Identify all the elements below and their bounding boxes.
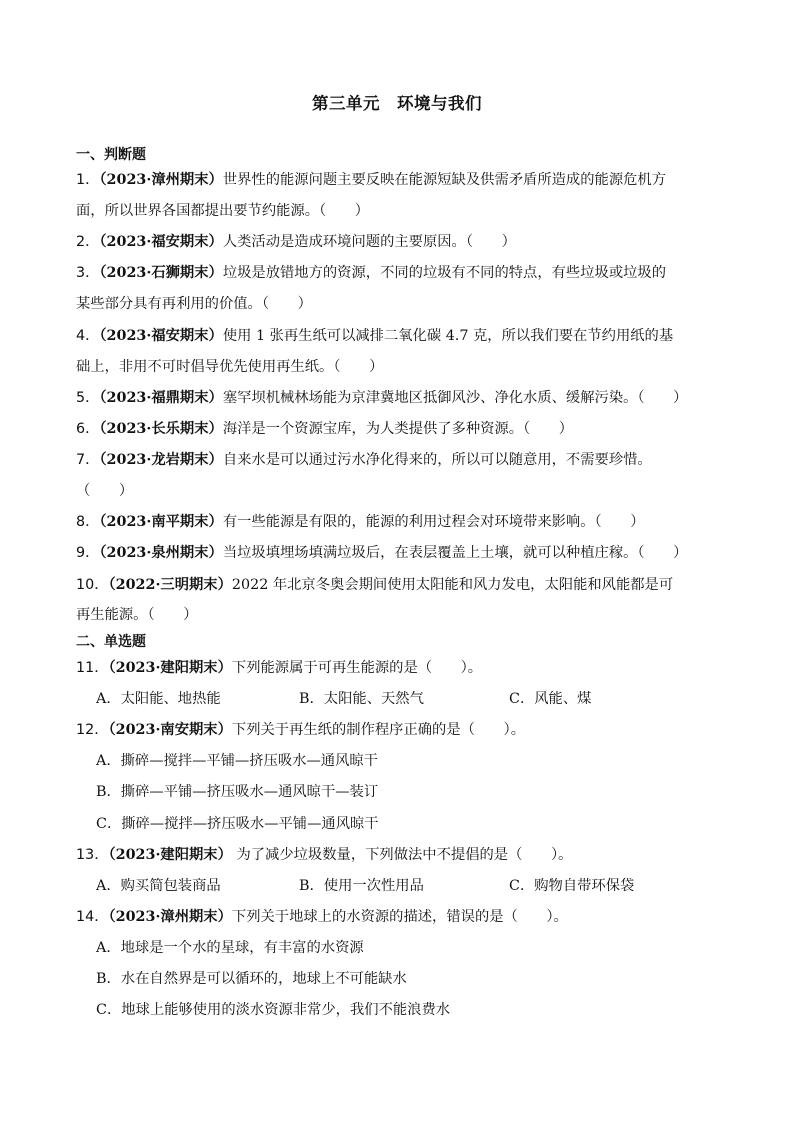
- option-a: A．太阳能、地热能: [96, 691, 221, 707]
- question-source: （2023·福鼎期末）: [99, 390, 223, 406]
- question-1: [76, 170, 666, 190]
- question-text: 下列关于地球上的水资源的描述，错误的是（ ）。: [231, 909, 568, 925]
- option-c: C．风能、煤: [509, 691, 592, 707]
- question-number: 7．: [76, 452, 100, 468]
- question-number: 4．: [76, 328, 100, 344]
- question-1-continued: 面，所以世界各国都提出要节约能源。（ ）: [76, 203, 370, 219]
- question-13: [76, 845, 572, 865]
- question-source: （2023·建阳期末）: [108, 660, 232, 676]
- question-text: 有一些能源是有限的，能源的利用过程会对环境带来影响。（ ）: [222, 514, 645, 530]
- question-source: （2023·南安期末）: [108, 722, 232, 738]
- question-7-continued: （ ）: [76, 483, 134, 499]
- question-source: （2023·长乐期末）: [99, 421, 223, 437]
- question-text: 2022 年北京冬奥会期间使用太阳能和风力发电，太阳能和风能都是可: [231, 577, 674, 593]
- question-number: 13．: [76, 847, 109, 863]
- question-source: （2023·福安期末）: [99, 328, 223, 344]
- question-number: 5．: [76, 390, 100, 406]
- question-text: 塞罕坝机械林场能为京津冀地区抵御风沙、净化水质、缓解污染。（ ）: [222, 390, 688, 406]
- question-source: （2023·龙岩期末）: [99, 452, 223, 468]
- question-3: [76, 263, 666, 283]
- question-4-continued: 础上，非用不可时倡导优先使用再生纸。（ ）: [76, 359, 384, 375]
- question-source: （2023·石狮期末）: [99, 265, 223, 281]
- question-text: 自来水是可以通过污水净化得来的，所以可以随意用，不需要珍惜。: [222, 452, 652, 468]
- question-text: 人类活动是造成环境问题的主要原因。（ ）: [222, 234, 516, 250]
- option-a: A．地球是一个水的星球，有丰富的水资源: [96, 940, 364, 956]
- question-source: （2023·福安期末）: [99, 234, 223, 250]
- question-source: （2022·三明期末）: [108, 577, 232, 593]
- option-c: C．撕碎—搅拌—挤压吸水—平铺—通风晾干: [96, 816, 379, 832]
- question-number: 1．: [76, 172, 100, 188]
- question-text: 当垃圾填埋场填满垃圾后，在表层覆盖上土壤，就可以种植庄稼。（ ）: [222, 545, 688, 561]
- question-11: [76, 658, 482, 678]
- question-number: 6．: [76, 421, 100, 437]
- question-text: 使用 1 张再生纸可以减排二氧化碳 4.7 克，所以我们要在节约用纸的基: [222, 328, 674, 344]
- question-text: 世界性的能源问题主要反映在能源短缺及供需矛盾所造成的能源危机方: [222, 172, 667, 188]
- question-10-continued: 再生能源。（ ）: [76, 607, 198, 623]
- question-13-options: [96, 876, 634, 896]
- question-text: 为了减少垃圾数量，下列做法中不提倡的是（ ）。: [231, 847, 573, 863]
- question-8: [76, 512, 645, 532]
- question-text: 海洋是一个资源宝库，为人类提供了多种资源。（ ）: [222, 421, 574, 437]
- page-title: 第三单元 环境与我们: [312, 94, 482, 113]
- question-text: 垃圾是放错地方的资源，不同的垃圾有不同的特点，有些垃圾或垃圾的: [222, 265, 667, 281]
- question-6: [76, 419, 573, 439]
- option-b: B．使用一次性用品: [299, 878, 424, 894]
- section-heading-judgement: 一、判断题: [76, 147, 146, 163]
- question-2: [76, 232, 516, 252]
- question-text: 下列关于再生纸的制作程序正确的是（ ）。: [231, 722, 525, 738]
- question-12: [76, 720, 525, 740]
- question-10: [76, 575, 673, 595]
- question-7: [76, 450, 652, 470]
- question-source: （2023·南平期末）: [99, 514, 223, 530]
- option-b: B．撕碎—平铺—挤压吸水—通风晾干—装订: [96, 784, 379, 800]
- option-c: C．购物自带环保袋: [509, 878, 635, 894]
- question-source: （2023·建阳期末）: [108, 847, 232, 863]
- question-number: 11．: [76, 660, 109, 676]
- question-number: 14．: [76, 909, 109, 925]
- question-text: 下列能源属于可再生能源的是（ ）。: [231, 660, 483, 676]
- question-number: 3．: [76, 265, 100, 281]
- question-9: [76, 543, 687, 563]
- question-source: （2023·漳州期末）: [108, 909, 232, 925]
- question-number: 2．: [76, 234, 100, 250]
- question-source: （2023·泉州期末）: [99, 545, 223, 561]
- question-source: （2023·漳州期末）: [99, 172, 223, 188]
- question-number: 8．: [76, 514, 100, 530]
- question-number: 12．: [76, 722, 109, 738]
- question-number: 9．: [76, 545, 100, 561]
- question-number: 10．: [76, 577, 109, 593]
- option-c: C．地球上能够使用的淡水资源非常少，我们不能浪费水: [96, 1002, 451, 1018]
- option-b: B．水在自然界是可以循环的，地球上不可能缺水: [96, 971, 407, 987]
- question-5: [76, 388, 687, 408]
- question-3-continued: 某些部分具有再利用的价值。（ ）: [76, 296, 312, 312]
- option-a: A．购买简包装商品: [96, 878, 221, 894]
- question-4: [76, 326, 673, 346]
- option-a: A．撕碎—搅拌—平铺—挤压吸水—通风晾干: [96, 753, 378, 769]
- section-heading-single-choice: 二、单选题: [76, 634, 146, 650]
- question-14: [76, 907, 568, 927]
- question-11-options: [96, 689, 591, 709]
- option-b: B．太阳能、天然气: [299, 691, 424, 707]
